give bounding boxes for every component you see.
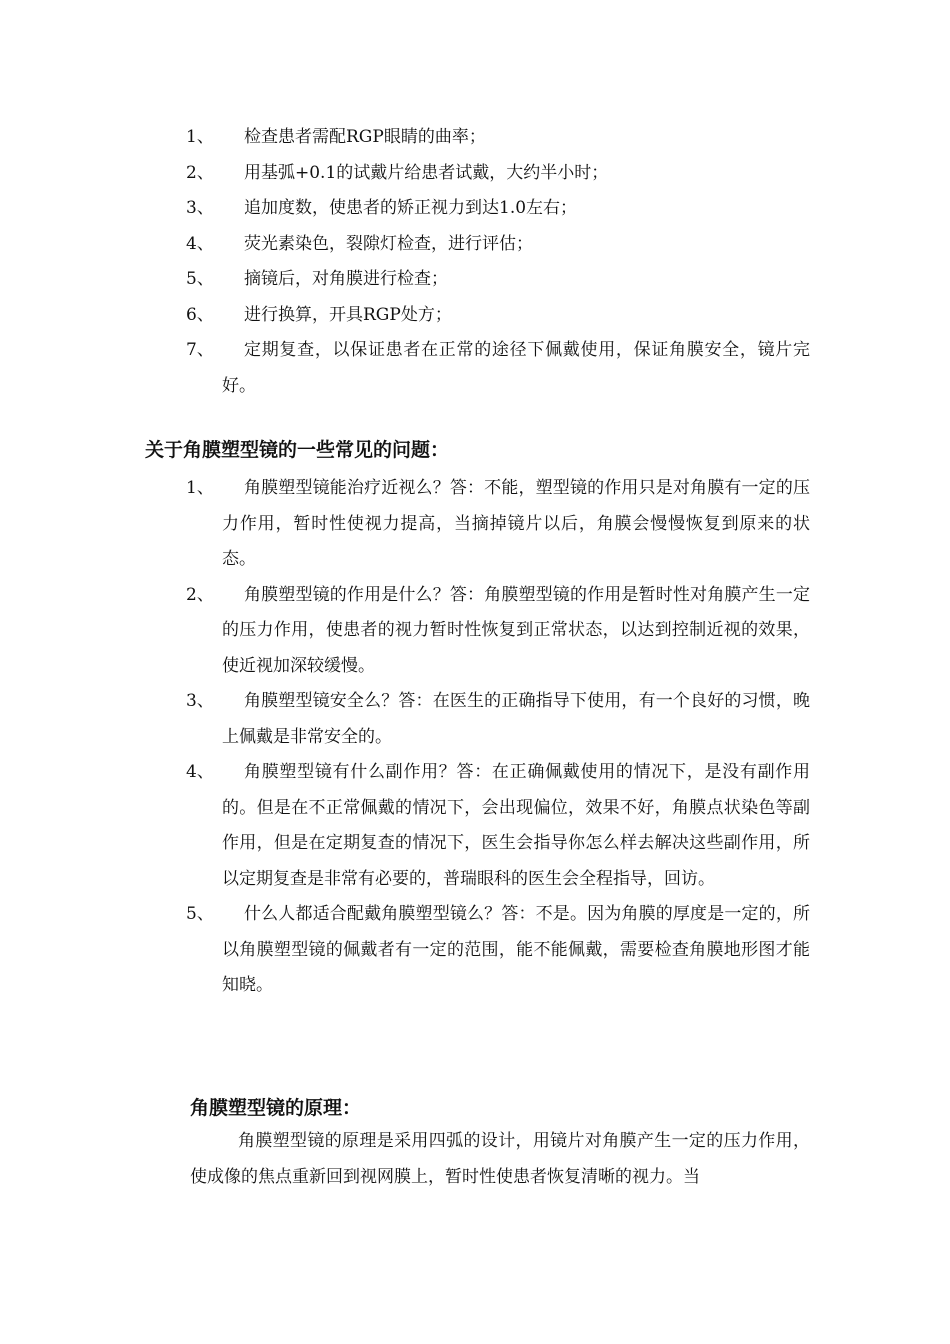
list-number: 7、 (186, 340, 214, 360)
list-item (186, 227, 810, 263)
list-number: 2、 (186, 162, 214, 183)
list-item (186, 262, 810, 298)
list-text: 荧光素染色，裂隙灯检查，进行评估； (244, 233, 533, 254)
faq-text: 角膜塑型镜能治疗近视么？答：不能，塑型镜的作用只是对角膜有一定的压力作用，暂时性使视力提高，当摘掉镜片以后，角膜会慢慢恢复到原来的状态。 (222, 478, 810, 569)
faq-text: 角膜塑型镜有什么副作用？答：在正确佩戴使用的情况下，是没有副作用的。但是在不正常佩戴的情况下，会出现偏位，效果不好，角膜点状染色等副作用，但是在定期复查的情况下，医生会指导你怎么样去解决这些副作用，所以定期复查是非常有必要的，普瑞眼科的医生会全程指导，回访。 (222, 762, 810, 889)
list-number: 5、 (186, 269, 214, 289)
list-item (186, 120, 810, 156)
list-item (186, 333, 810, 404)
faq-text: 什么人都适合配戴角膜塑型镜么？答：不是。因为角膜的厚度是一定的，所以角膜塑型镜的佩戴者有一定的范围，能不能佩戴，需要检查角膜地形图才能知晓。 (222, 904, 810, 995)
list-number: 1、 (186, 478, 214, 498)
list-number: 4、 (186, 762, 214, 782)
list-text: 定期复查，以保证患者在正常的途径下佩戴使用，保证角膜安全，镜片完好。 (222, 340, 810, 396)
list-number: 5、 (186, 904, 214, 924)
faq-item (186, 578, 810, 685)
faq-list (186, 471, 810, 1004)
faq-item (186, 471, 810, 578)
list-item (186, 156, 810, 192)
list-text: 用基弧+0.1的试戴片给患者试戴，大约半小时； (244, 162, 609, 183)
fitting-steps-list (186, 120, 810, 404)
list-item (186, 298, 810, 334)
principle-paragraph: 角膜塑型镜的原理是采用四弧的设计，用镜片对角膜产生一定的压力作用，使成像的焦点重新回到视网膜上，暂时性使患者恢复清晰的视力。当 (190, 1131, 810, 1187)
list-number: 4、 (186, 233, 214, 254)
faq-item (186, 755, 810, 897)
list-text: 摘镜后，对角膜进行检查； (244, 269, 448, 289)
list-text: 追加度数，使患者的矫正视力到达1.0左右； (244, 198, 578, 218)
list-text: 检查患者需配RGP眼睛的曲率； (244, 127, 486, 147)
list-number: 3、 (186, 198, 214, 218)
list-item (186, 191, 810, 227)
principle-heading: 角膜塑型镜的原理： (190, 1097, 362, 1119)
faq-item (186, 897, 810, 1004)
faq-item (186, 684, 810, 755)
list-text: 进行换算，开具RGP处方； (244, 304, 452, 325)
faq-text: 角膜塑型镜的作用是什么？答：角膜塑型镜的作用是暂时性对角膜产生一定的压力作用，使患者的视力暂时性恢复到正常状态，以达到控制近视的效果，使近视加深较缓慢。 (222, 584, 810, 676)
list-number: 2、 (186, 584, 214, 605)
list-number: 6、 (186, 304, 214, 325)
list-number: 3、 (186, 691, 214, 711)
list-number: 1、 (186, 127, 214, 147)
faq-heading: 关于角膜塑型镜的一些常见的问题： (145, 439, 450, 461)
faq-text: 角膜塑型镜安全么？答：在医生的正确指导下使用，有一个良好的习惯，晚上佩戴是非常安全的。 (222, 691, 810, 747)
